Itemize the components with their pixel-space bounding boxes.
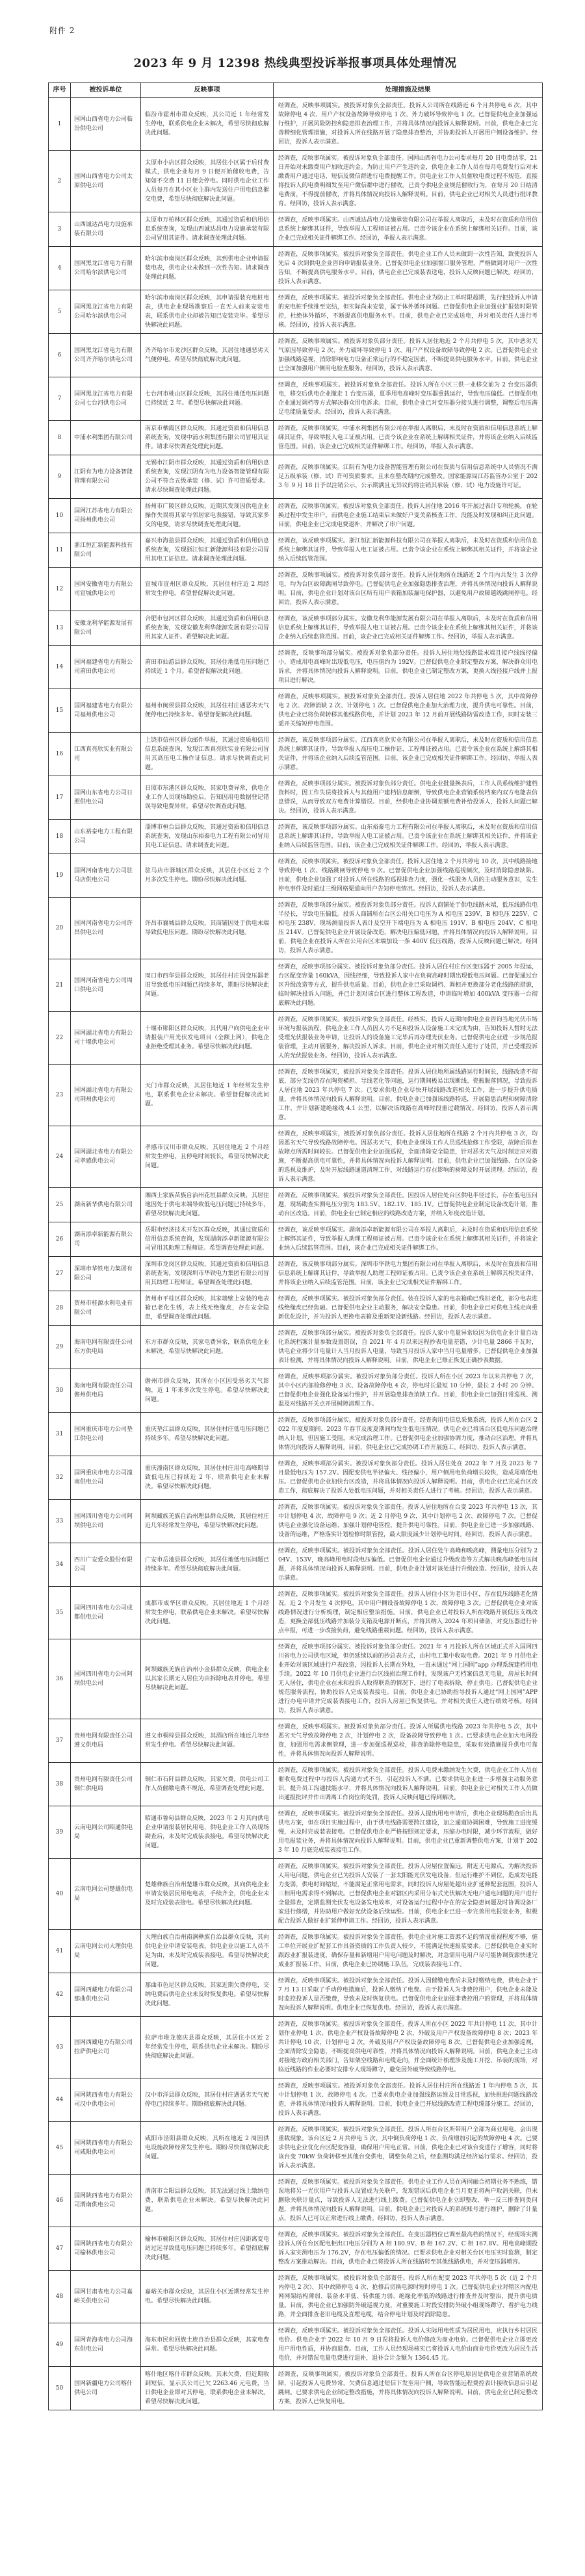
cell-unit: 山西诚达昌电力设施承装有限公司 (71, 212, 141, 247)
cell-matter: 儋州市群众反映，其所在小区因受恶劣天气影响，近 1 年来多次发生停电。希望尽快解决此问题。 (141, 1369, 274, 1413)
cell-seq: 20 (49, 898, 71, 959)
cell-unit: 国网湖北省电力有限公司孝感供电公司 (71, 1126, 141, 1188)
cell-seq: 24 (49, 1126, 71, 1188)
cell-unit: 国网黑龙江省电力有限公司齐齐哈尔供电公司 (71, 334, 141, 377)
table-row (49, 247, 543, 290)
cell-matter: 喀什地区喀什市群众反映，其未欠费，但近期收到短信，显示其公司已欠 2263.46 元电费，当日供电企业即对其停电，联系供电企业未解决。希望尽快解决此问题。 (141, 2367, 274, 2410)
cell-unit: 贵州电网有限责任公司铜仁供电局 (71, 1763, 141, 1806)
cell-result: 经调查，反映事项属实。被投诉对象负全部责任。经核实，投诉人近期向供电企业咨询当地光伏市场环境与报装流程，供电企业工作人员因人力不足和投诉人设备施工未完成为由，告知投诉人暂时无法受理光伏报装业务申请，让投诉人的设备施工完毕后再办理光伏业务。已督促供电企业进一步规范报装管理，主动开展服务，解决投诉人诉求。目前，供电企业对相关责任人进行了处罚，并已受理投诉人的光伏报装业务。经回访，投诉人表示满意。 (274, 1012, 543, 1065)
table-row (49, 854, 543, 898)
table-row (49, 290, 543, 334)
cell-matter: 太原市万柏林区群众反映，其通过资质和信用信息系统查询，发现山西诚达昌电力设施承装有限公司冒用其证件。请求调查处理此问题。 (141, 212, 274, 247)
cell-seq: 41 (49, 1930, 71, 1973)
cell-result: 经调查，该反映事项属实。湖南添卓新能源有限公司在举报人离职后，未及时在资质和信用信息系统上解绑其证件，导致举报人助理工程师证被占用。已责令该企业在系统上解绑其相关证件，并将该企业纳入后续监管范围。目前，该企业已完成相关证件解绑工作。 (274, 1222, 543, 1257)
table-row (49, 212, 543, 247)
cell-seq: 11 (49, 533, 71, 568)
cell-seq: 19 (49, 854, 71, 898)
column-header-matter: 反映事项 (141, 83, 274, 98)
cell-result: 经调查，反映事项部分属实。被投诉对象负部分责任。投诉人居住地处线路最末端且接户线线径偏小，造成用电高峰时出现低电压，电压值约为 192V。已督促供电企业制定整改方案，解决群众用电诉求，并将具体情况向投诉人解释说明。目前，供电企业已制定整改方案，更换大线径接户线并上报项目进行解决。 (274, 646, 543, 689)
table-row (49, 98, 543, 151)
cell-unit: 湖南新华供电有限公司 (71, 1188, 141, 1222)
table-row (49, 1763, 543, 1806)
table-row (49, 1719, 543, 1763)
cell-result: 经调查，反映事项属实。被投诉对象负部分责任。投诉人居住地近 2 个月共停电 5 次，其中恶劣天气原因导致停电 2 次、外力破坏导致停电 1 次、用户产权设备故障导致停电 2 次。已督促供电企业加强线路巡视，消除影响电力设备正常运行的不稳定因素，不断提高供电服务水平。目前，供电企业已全面加强用户侧用电检查服务。经回访，投诉人表示满意。 (274, 334, 543, 377)
cell-matter: 嘉兴市海盐县群众反映，其通过资质和信用信息系统查询，发现浙江恒汇新能源科技有限公司冒用其电工证信息。请求调查处理此问题。 (141, 533, 274, 568)
table-row (49, 1222, 543, 1257)
cell-matter: 大理白族自治州南涧彝族自治县群众反映，其向供电企业申请安装电表，供电企业以施工人员不足为由，未及时完成装表接电。希望尽快解决此问题。 (141, 1930, 274, 1973)
cell-unit: 江阴有为电力设备智能管理有限公司 (71, 455, 141, 499)
cell-seq: 35 (49, 1587, 71, 1639)
cell-result: 经调查，反映事项属实，被投诉对象负全部责任。投诉人居住地所属线路运行时间长，线路改造不彻底，部分支线仍存在陶瓷横担、导线老化等问题，运行期间极易出现断线、瓷瓶脱落情况，导致投诉人居住地 2023 年共停电 7 次。已要求供电企业尽快开展线路改造相关工作，进一步提升供电质量，并将具体情况向投诉人解释说明。目前，供电企业已加强该线路特巡，开展隐患治理和树障清除工作，并计划新建绝缘线 4.1 公里，以解决该线路在高峰时段重过载情况。经回访，投诉人表示满意。 (274, 1065, 543, 1126)
cell-seq: 1 (49, 98, 71, 151)
cell-result: 经调查，该反映事项部分属实。安徽龙利华能源发展有限公司在举报人离职后，未及时在资质和信用信息系统上解绑其证件，导致举报人电工证被占用。已责令该企业在系统上解绑其相关证件，并将该企业纳入后续监管范围。目前，该企业已完成相关证件解绑工作。经回访，举报人表示满意。 (274, 611, 543, 646)
cell-seq: 23 (49, 1065, 71, 1126)
cell-unit: 浙江恒汇新能源科技有限公司 (71, 533, 141, 568)
cell-seq: 45 (49, 2122, 71, 2175)
table-row (49, 646, 543, 689)
cell-matter: 拉萨市堆龙德庆县群众反映，其居住小区近 2 年经常发生停电，联系供电企业未解决。期盼尽快彻底解决此问题。 (141, 2017, 274, 2078)
cell-unit: 国网黑龙江省电力有限公司七台河供电公司 (71, 377, 141, 421)
cell-result: 经调查，反映事项属实。被投诉对象负全部责任。投诉人所在小区 2022 年共计停电 11 次，其中计划作业停电 1 次、供电企业产权设备故障停电 2 次、外破及用户产权设备故障停电 8 次；2023 年共计停电 10 次，计划停电 2 次，外破及用户产权设备故障停电 8 次。已督促供电企业加强巡视，全面清除安全隐患，不断提高供电可靠性，并将具体情况向投诉人解释说明。目前，供电企业已主动对接地方政府相关部门，告知架空线路和电缆走向，并全面统计梳理涉及施工开挖、吊装的现场，对临近线路的作业必要时安排专人现场蹲守，避免因外破导致线路停电。 (274, 2017, 543, 2078)
cell-result: 经调查，该反映事项属实。浙江恒汇新能源科技有限公司在举报人离职后，未及时在资质和信用信息系统上解绑其证件，导致举报人电工证被占用。已责令该企业在系统上解绑其相关证件，并将该企业纳入后续监管范围。 (274, 533, 543, 568)
cell-seq: 15 (49, 689, 71, 733)
cell-result: 经调查，反映事项属实。被投诉对象负全部责任。供电企业工作人员未做到一次性告知，致使投诉人先后 4 次到供电企业咨询申请报装业务。已督促供电企业加强窗口服务管理，严格做到对用户一次性告知，不断提高供电服务水平。目前，供电企业已完成装表送电，投诉人反映问题已解决。经回访，投诉人表示满意。 (274, 247, 543, 290)
cell-result: 经调查，反映事项属实。被投诉对象负全部责任。投诉人所在小区三供一业移交前为 2 台变压器供电，移交后供电企业撤走 1 台变压器，夏季用电高峰时变压器重载运行，导致电压偏低。已督促供电企业通过调档等方式解决群众用电诉求。目前，供电企业已对变压器分接头进行调整，调整后电压满足电能质量要求。经回访，投诉人表示满意。 (274, 377, 543, 421)
cell-result: 经调查，反映事项属实。被投诉对象负部分责任。投诉人所属供电线路 2023 年共停电 5 次，其中恶劣天气导致故障停电 2 次，计划停电 2 次，设备故障导致停电 1 次。已要求供电企业加大电网投资，加强用电需求侧管理，进一步加强巡视巡检，排查消除停电隐患，采取有效措施提升供电可靠性，并将具体情况向投诉人解释说明。 (274, 1719, 543, 1763)
table-row (49, 2271, 543, 2323)
cell-matter: 湘西土家族苗族自治州花垣县群众反映，其居住地因处于供电末端导致低电压问题已持续多年，希望尽快解决此问题。 (141, 1188, 274, 1222)
cell-seq: 21 (49, 959, 71, 1012)
cell-seq: 5 (49, 290, 71, 334)
cell-result: 经调查，反映事项属实。被投诉对象负全部责任。供电企业工作人员在两网融合初期业务不熟练，错误地将另一光伏用户与投诉人设置成为关联户，发现错误后供电企业当月更正将两户取消关联，但未删除关联计量点，导致投诉人无法进行线上缴费。已督促供电企业立即整改，举一反三排查同类问题，并将具体情况向投诉人解释说明。目前，供电企业已对投诉人的系统账号进行维护，删除了计量点，投诉人已可以正常进行线上缴费。经回访，投诉人表示满意。 (274, 2175, 543, 2227)
cell-matter: 无锡市江阴市群众反映，其通过资质和信用信息系统查询，发现江阴有为电力设备智能管理有限公司不符合五级承装（修、试）许可资质要求。请求尽快调查处理此问题。 (141, 455, 274, 499)
cell-seq: 38 (49, 1763, 71, 1806)
cell-seq: 31 (49, 1413, 71, 1456)
cell-result: 经调查，反映事项属实。被投诉对象负全部责任。国网山西省电力公司要求每月 20 日电费结零，21 日开始对未缴费用户加收违约金。为防止用户产生违约金，供电企业工作人员在每月电费发行后对未缴费用户通过电话、短信及微信群进行电费提醒工作。供电企业工作人员催收电费过程不规范，直接将投诉人的电费明细发至用户微信群中进行催收。已责令供电企业规范催收行为，在每月 20 日结清电费前，不得提前催收，并将具体情况向投诉人解释说明。目前，供电企业已对相关人员进行批评教育。经回访，投诉人表示满意。 (274, 151, 543, 212)
cell-matter: 淄博市桓台县群众反映，其通过资质和信用信息系统查询，发现山东裕泰电力工程有限公司冒用其电工证信息。请求调查此问题。 (141, 820, 274, 854)
cell-matter: 渭南市合阳县群众反映，其无法通过线上缴纳电费，联系供电企业未解决。希望尽快解决此问题。 (141, 2175, 274, 2227)
table-row (49, 2078, 543, 2122)
table-row (49, 2017, 543, 2078)
cell-matter: 合肥市包河区群众反映，其通过资质和信用信息系统查询，发现安徽龙利华能源发展有限公司冒用其家人证件。希望解决此问题。 (141, 611, 274, 646)
table-row (49, 1456, 543, 1500)
cell-matter: 深圳市龙岗区群众反映，其通过资质和信用信息系统查询，发现深圳市华铁电力集团有限公司冒用其助理工程师证。希望调查处理此问题。 (141, 1257, 274, 1291)
cell-unit: 中浦水利集团有限公司 (71, 421, 141, 455)
cell-unit: 云南电网公司昭通供电局 (71, 1806, 141, 1859)
cell-result: 经调查，反映事项属实。被投诉对象负全部责任。因投诉人居住处台区供电半径过长，存在低电压问题，现场勘查实测电压分别为 183.5V、182.1V、185.1V。已督促供电企业制定设备改造计划，推动台区改造。目前，供电企业已制定相应的线路改造方案，并纳入年度改造计划。 (274, 1188, 543, 1222)
table-row (49, 1859, 543, 1930)
cell-matter: 东方市群众反映，其家电费异常，联系供电企业未解决。希望尽快解决此问题。 (141, 1326, 274, 1369)
cell-unit: 国网山西省电力公司临汾供电公司 (71, 98, 141, 151)
cell-seq: 42 (49, 1973, 71, 2017)
cell-result: 经调查，反映事项属实。被投诉对象负全部责任。投诉人公司所在线路近 6 个月共停电 6 次，其中故障停电 4 次、用户产权设备故障导致停电 1 次、外力破坏导致停电 1 次。已督促供电企业加强运行维护，开展风险防控和隐患排查治理工作，并将具体情况向投诉人解释说明。目前，供电企业已完善精细化管理措施，对投诉人所在线路开展了隐患排查整治，并协助投诉人开展用户侧设备维护。经回访，投诉人表示满意。 (274, 98, 543, 151)
cell-result: 经调查，反映事项属实。被投诉对象负全部责任。投诉人居住地 2 个月共停电 10 次，其中线路接地导致停电 1 次、线路跳闸导致停电 9 次。已督促供电企业加强线路巡视频次，及时消除隐患缺陷。目前，供电企业加强了对投诉人所在线路的巡视排查力度，强化一线服务人员的主动服务意识，发生停电事件及时通过三级网格渠道向用户告知停电情况。经回访，投诉人表示满意。 (274, 854, 543, 898)
cell-unit: 国网山西省电力公司太原供电公司 (71, 151, 141, 212)
cell-unit: 贺州市桂源水利电业有限公司 (71, 1291, 141, 1326)
cell-matter: 南京市栖霞区群众反映，其通过资质和信用信息系统查询，发现中浦水利集团有限公司冒用其证件。请求尽快调查处理此问题。 (141, 421, 274, 455)
cell-seq: 46 (49, 2175, 71, 2227)
cell-result: 经调查，反映事项部分属实。被投诉对象负部分责任。投诉人商铺处于供电线路末端，低压线路供电半径长，导致电压偏低。投诉人商铺所在台区公用关口电压为 A 相电压 239V、B 相电压 225V、C 相电压 238V，现场测量投诉人表计及空开下端电压为 A 相电压 191V、B 相电压 204V、C 相电压 214V。已督促供电企业开展设备改造，解决电压偏低问题，并将具体情况向投诉人解释说明。目前，供电企业在投诉人所在公用台区末端加设一条 400V 低压线路，投诉人反映问题已解决。经回访，投诉人表示满意。 (274, 898, 543, 959)
cell-matter: 遵义市桐梓县群众反映，其酒店所在地近几年经常发生停电。希望尽快解决此问题。 (141, 1719, 274, 1763)
cell-seq: 4 (49, 247, 71, 290)
cell-unit: 国网陕西省电力有限公司渭南供电公司 (71, 2175, 141, 2227)
table-row (49, 1326, 543, 1369)
cell-result: 经调查，反映事项属实。被投诉对象负全部责任。投诉人因催缴电费后未及时缴纳电费，供电企业于 7 月 13 日采取了手动停电措施后，投诉人缴纳了电费。由于投诉人为非费控用户，供电企业未能及时监控投诉人是否缴费，导致未及时恢复供电。已督促供电企业加强非费控用户的管理，并将具体情况向投诉人解释说明。供电企业已恢复供电。经回访，投诉人表示满意。 (274, 1973, 543, 2017)
table-row (49, 1543, 543, 1587)
cell-matter: 哈尔滨市南岗区群众反映，其到供电企业申请报装电表，供电企业未做到一次性告知。请求调查处理此问题。 (141, 247, 274, 290)
table-body (49, 98, 543, 2410)
table-row (49, 611, 543, 646)
cell-matter: 咸阳市泾阳县群众反映，其所在地近 2 周因供电设施故障经常发生停电。期盼尽快彻底解决此问题。 (141, 2122, 274, 2175)
cell-matter: 嘉峪关市群众反映，其居住小区近期经常发生停电。希望尽快解决此问题。 (141, 2271, 274, 2323)
cell-seq: 6 (49, 334, 71, 377)
table-row (49, 689, 543, 733)
cell-result: 经调查，反映事项部分属实。被投诉对象负部分责任。2021 年 4 月投诉人所在区域正式并入国网四川省电力公司供电区域，但仍延续以前的抄总表方式，由村电工集中收取电费。2021 年 9 月供电企业开始对该区域进行户表改造，因投诉人长期在外地，一直未通过“网上国网”app 办理系统建档用电手续。2022 年 10 月供电企业进行台区线损治理工作时，发现该户无档案信息无电量，房屋长时间无人居住，供电企业在未和投诉人取得联系的情况下，进行了电表拆除，停止供电。已督促供电企业规范服务流程，协助投诉人完成装表接电。目前，供电企业已协助指导投诉人通过“网上国网”APP 进行办电申请并完成装表接电工作，投诉人房屋已恢复供电，并对相关责任人进行绩效考核。经回访，投诉人表示满意。 (274, 1639, 543, 1719)
cell-matter: 那曲市色尼区群众反映，其家近期欠费停电，交纳电费后供电企业未及时恢复供电。希望尽快解决此问题。 (141, 1973, 274, 2017)
cell-result: 经调查，反映事项属实。被投诉对象负部分责任。装在投诉人家的电表箱确已残旧老化，部分电表进线绝缘皮已经焦融。已督促供电企业主动服务，解决安全隐患。目前，供电企业已对供电主线走向重新优化设计，并为投诉人更换电表箱及重新架设新线路。经回访，投诉人表示满意。 (274, 1291, 543, 1326)
table-row (49, 2227, 543, 2271)
cell-matter: 驻马店市驿城区群众反映，其居住小区近 2 个月多次发生停电。期盼尽快解决此问题。 (141, 854, 274, 898)
cell-seq: 25 (49, 1188, 71, 1222)
cell-unit: 四川广安爱众股份有限公司 (71, 1543, 141, 1587)
cell-result: 经调查，反映事项属实。中浦水利集团有限公司在举报人离职后，未及时在资质和信用信息系统上解绑其证件，导致举报人电工证被占用。已责令该企业在系统上解绑相关证件，并将该企业纳入后续监管范围。目前，该企业已完成相关证件解绑工作。经回访，举报人表示满意。 (274, 421, 543, 455)
cell-matter: 天门市群众反映，其居住地近 1 年经常发生停电，联系供电企业未解决。希望督促解决此问题。 (141, 1065, 274, 1126)
cell-result: 经调查，反映事项属实。被投诉对象负部分责任。投诉人居住地所在线路近 2 个月内共发生 3 次停电，均为台区故障跳闸导致停电。已督促供电企业加强隐患排查治理，并将具体情况向投诉人解释说明。目前，供电企业计划对该台区所有用户表箱加装漏电保护器，以避免用户故障越级跳闸停电。经回访，投诉人表示满意。 (274, 568, 543, 611)
cell-result: 经调查，反映事项部分属实。被投诉对象负全部责任。投诉人家中电量异常原因为供电企业计量自动化系统档案计量参数设置错误，自 2021 年 4 月以来远程抄表电量差错，少计电量 2866 千瓦时，供电企业将少计电量计入当月投诉人电量，导致当月投诉人家中当月电量增多。已督促供电企业加强表计检测，并将具体情况向投诉人解释说明。目前，供电企业已修正恢复正确抄表数据。 (274, 1326, 543, 1369)
cell-matter: 阿坝藏族羌族自治州小金县群众反映，供电企业以其家长期无人居住为由拆除电表并停电。希望尽快解决此问题。 (141, 1639, 274, 1719)
cell-result: 经调查，反映事项部分属实。被投诉对象负部分责任。供电企业批量换表后，工作人员系统维护建档资料时，因工作失误将投诉人与其他用户建档信息颠倒，导致供电企业营销系统档案内双方电能表信息错误，从而导致双方电费计算错误。目前，经供电企业协调差额电费补给投诉人，投诉人问题已解决。经回访，投诉人表示满意。 (274, 776, 543, 820)
cell-unit: 国网江苏省电力有限公司扬州供电公司 (71, 499, 141, 533)
cell-matter: 广安市岳池县群众反映，其居住地低电压问题已持续多年。希望尽快彻底解决此问题。 (141, 1543, 274, 1587)
table-row (49, 898, 543, 959)
cell-unit: 国网湖北省电力有限公司荆州供电公司 (71, 1065, 141, 1126)
cell-unit: 安徽龙利华能源发展有限公司 (71, 611, 141, 646)
cell-matter: 贺州市平桂区群众反映，其家墙壁上安装的电表箱已老化生锈，表上线无绝缘皮，存在安全隐患，希望调查处理此问题。 (141, 1291, 274, 1326)
cell-seq: 13 (49, 611, 71, 646)
cell-matter: 楚雄彝族自治州楚雄市群众反映，其向供电企业申请安装居民用电电表，手续齐全，供电企业未及时完成装表接电。希望尽快解决此问题。 (141, 1859, 274, 1930)
cell-result: 经调查，反映事项属实。被投诉对象负全部责任。投诉人居住处午高峰和晚高峰，测量电压分别为 204V、153V，晚高峰用电时段电压偏低。已督促供电企业通过升级改造等方式解决晚高峰低电压问题，并将具体情况向投诉人解释说明。目前，供电企业计划对该处进行升级改造。经回访，投诉人表示满意。 (274, 1543, 543, 1587)
cell-matter: 许昌市襄城县群众反映，其商铺因处于供电末端导致低电压问题。期盼尽快解决此问题。 (141, 898, 274, 959)
cell-matter: 岳阳市经济技术开发区群众反映，其通过资质和信用信息系统查询，发现湖南添卓新能源有限公司冒用其助理工程师证。希望调查处理此问题。 (141, 1222, 274, 1257)
cell-seq: 27 (49, 1257, 71, 1291)
cell-result: 经调查，该反映事项部分属实。江西真亮欣实业有限公司在举报人离职后，未及时在资质和信用信息系统上解绑其证件，导致举报人高压电工操作证、工程师证被占用。已责令该企业在系统上解绑其相关证件，并将该企业纳入后续监管范围。目前，该企业已完成相关证件解绑工作。经回访，举报人表示满意。 (274, 733, 543, 776)
cell-result: 经调查，反映事项部分属实。被投诉对象负部分责任。投诉人所在小区 2023 年以来共停电 7 次，其中小区内部检修停电 3 次、设备故障停电 4 次，停电时长最短 10 分钟，最长 2 小时 20 分钟。已督促供电企业强化设备运行维护，并开展隐患排查消缺工作。目前，供电企业已加强日常巡视、测温及对线路开关点开展树障清理工作。 (274, 1369, 543, 1413)
cell-unit: 国网四川省电力公司阿坝供电公司 (71, 1639, 141, 1719)
cell-result: 经调查，该反映事项部分属实。山东裕泰电力工程有限公司在举报人离职后，未及时在资质和信用信息系统上解绑其证件，导致举报人电工证被占用。已责令该企业在系统上解绑其相关证件，并将该企业纳入后续监管范围。目前，该企业已完成相关证件解绑工作。经回访，举报人表示满意。 (274, 820, 543, 854)
table-row (49, 421, 543, 455)
table-row (49, 568, 543, 611)
table-header (49, 83, 543, 98)
cell-unit: 江西真亮欣实业有限公司 (71, 733, 141, 776)
table-row (49, 1930, 543, 1973)
cell-seq: 48 (49, 2271, 71, 2323)
cell-unit: 国网新疆电力公司喀什供电公司 (71, 2367, 141, 2410)
cell-unit: 国网福建省电力有限公司福州供电公司 (71, 689, 141, 733)
column-header-result: 处理措施及结果 (274, 83, 543, 98)
cell-matter: 重庆潼南区群众反映，其居住村庄用电高峰期导致低电压已持续近 2 年，联系供电企业未解决。希望尽快解决此问题。 (141, 1456, 274, 1500)
cell-seq: 36 (49, 1639, 71, 1719)
cell-seq: 30 (49, 1369, 71, 1413)
table-row (49, 1012, 543, 1065)
cell-matter: 临汾市霍州市群众反映，其公司近 1 年经常发生停电，联系供电企业未解决，希望尽快彻底解决此问题。 (141, 98, 274, 151)
table-row (49, 2367, 543, 2410)
cell-matter: 哈尔滨市南岗区群众反映，其申请报装充电桩电表，供电企业现场勘察后一直无人前来安装电表，联系供电企业却被告知已安装完毕。希望尽快解决此问题。 (141, 290, 274, 334)
cell-result: 经调查，反映事项属实。被投诉对象负全部责任。在变压器档位已调至最高档的情况下，经现场实测投诉人所在台区配电柜出口电压分别为 A 相 180.9V、B 相 167.2V、C 相 167.8V。用电高峰期投诉人家实测电压为 176.2V，存在电压偏低的情况。已要求供电企业对相关台区电压实时监测，制定整改方案推动解决。目前，供电企业已将投诉人所在线路转至其他线路供电，并对变压器增容。 (274, 2227, 543, 2271)
cell-seq: 7 (49, 377, 71, 421)
cell-seq: 34 (49, 1543, 71, 1587)
cell-result: 经调查，反映事项属实。被投诉对象负全部责任。投诉人居住小区为老旧小区，存在低压线路老化情况，近 2 个月发生 4 次停电，其中用户侧设备故障停电 1 次、故障停电 3 次。已督促供电企业对该线路情况进行分析梳理，制定相应整治措施。目前，供电企业已对投诉人所在线路开展低压支线改造，更换全部低压线路并加装分支箱及电源开断点，并将其纳入 2024 年项目储备，对变压器进行补点申报，可进一步改接负荷，避免线路重载问题。经回访，投诉人表示满意。 (274, 1587, 543, 1639)
cell-unit: 贵州电网有限责任公司遵义供电局 (71, 1719, 141, 1763)
cell-unit: 海南电网有限责任公司东方供电局 (71, 1326, 141, 1369)
table-row (49, 1973, 543, 2017)
table-row (49, 1257, 543, 1291)
cell-result: 经调查，反映事项属实。被投诉对象负全部责任。投诉人房屋位置偏远，附近无电源点，为解决投诉人用电问题，供电企业已为投诉人安装了一套太阳能光伏发电设备，但运行维护不到位，造成发电能力变弱，供电时间缩短，不能满足正常用电需求，同时投诉人房屋处超出业扩延伸配套范围，投诉人三相用电需求得不到解决。已督促供电企业对辖区内采用分布式光伏解决无电户通电问题的用户进行全量排查，定期监测光伏发电设备发电效率，对设备运行过程中存在的安全隐患问题及时协调设备厂家进行修缮，并协助用户做好光伏设备后续运维。目前，供电企业已进一步完善用电报装业务，积极配合投诉人做好业扩延伸申请工作。经回访，投诉人表示满意。 (274, 1859, 543, 1930)
cell-matter: 上饶市信州区群众邮件举报，其通过资质和信用信息系统查询，发现江西真亮欣实业有限公司冒用其高压电工操作证信息。请求尽快调查此问题。 (141, 733, 274, 776)
table-row (49, 1369, 543, 1413)
cell-result: 经调查，反映事项属实。被投诉对象负全部责任。投诉人居住地 2022 年共停电 5 次，其中故障停电 2 次、故障消缺 2 次、计划停电 1 次。已督促供电企业加大治理力度，提升供电可靠性。目前，供电企业已将负荷转移其他线路供电，并计划 2023 年 12 月前开展线路防雷改造工作，同时安装三遥开关缩短停电范围。 (274, 689, 543, 733)
cell-unit: 国网青海省电力公司海东供电公司 (71, 2323, 141, 2367)
cell-seq: 10 (49, 499, 71, 533)
cell-unit: 国网重庆市电力公司垫江供电公司 (71, 1413, 141, 1456)
table-row (49, 2175, 543, 2227)
cell-unit: 国网甘肃省电力公司嘉峪关供电公司 (71, 2271, 141, 2323)
table-row (49, 776, 543, 820)
table-row (49, 151, 543, 212)
table-row (49, 820, 543, 854)
cell-matter: 日照市东港区群众反映，其家电费异常，供电企业工作人员现场勘验后，告知因用电数据登记错误导致电费异常。希望尽快调查此问题。 (141, 776, 274, 820)
cell-result: 经调查，反映事项属实。被投诉对象负全部责任。投诉人居住村庄所在线路近 1 年内停电 5 次，其中计划停电 1 次、故障停电 4 次。已要求供电企业加强线路运维及日常巡视，加快推进问题线路改造，并将具体情况向投诉人解释说明。目前，供电企业已开展线路改造工程电缆部分施工。经回访，投诉人表示满意。 (274, 2078, 543, 2122)
table-row (49, 2122, 543, 2175)
cell-result: 经调查，反映事项属实。被投诉对象负全部责任。投诉人居住地所在台变 2023 年共停电 13 次，其中计划停电 4 次、故障停电 9 次；近 2 月停电 9 次，其中计划停电 2 次、故障停电 7 次。已督促供电企业强化设备运维、加强计划停电管控，提升供电可靠性。目前，供电企业已进一步加强线路、设备的运维，严格落实计划检修时限管控，最大限度减少计划停电时间。经回访，投诉人表示满意。 (274, 1500, 543, 1543)
cell-result: 经调查，反映事项部分属实。被投诉对象负部分责任。投诉人居住村庄台区变压器于 2005 年投运，台区配变容量 160kVA，因线径细，导致投诉人家中在负荷高峰时期出现低电压问题。已督促通过台区升级改造等方式，提升供电质量。目前，供电企业已采取调档、调相并更换部分老化线路的措施，临时解决投诉人问题，并已计划对该台区进行整体工程改造，申请临时增加 400kVA 变压器一台彻底解决此问题。 (274, 959, 543, 1012)
cell-seq: 37 (49, 1719, 71, 1763)
table-row (49, 733, 543, 776)
cell-result: 经调查，反映事项部分属实。被投诉对象负部分责任。投诉人居住处在 2022 年 7 月及 2023 年 7 月最低电压为 157.2V。因配变供电半径偏大、线径偏小，用户侧用电负荷增长较快，造成尾端低电压。已督促供电企业加快台区改造，并将具体情况向投诉人解释说明。目前，供电企业已完成台区改造工作，彻底解决了投诉人处低电压问题，并对相关责任人进行了考核。经回访，投诉人表示满意。 (274, 1456, 543, 1500)
cell-matter: 汉中市洋县群众反映，其居住村庄遇恶劣天气便停电已持续多年。期盼彻底解决此问题。 (141, 2078, 274, 2122)
cell-seq: 43 (49, 2017, 71, 2078)
cell-unit: 国网陕西省电力有限公司咸阳供电公司 (71, 2122, 141, 2175)
cell-unit: 山东裕泰电力工程有限公司 (71, 820, 141, 854)
cell-unit: 深圳市华铁电力集团有限公司 (71, 1257, 141, 1291)
page-title: 2023 年 9 月 12398 热线典型投诉举报事项具体处理情况 (133, 57, 457, 70)
table-row (49, 1413, 543, 1456)
table-row (49, 1291, 543, 1326)
cell-matter: 重庆垫江县群众反映，其居住村庄低电压问题已持续多年。希望尽快解决此问题。 (141, 1413, 274, 1456)
cell-seq: 28 (49, 1291, 71, 1326)
cell-unit: 国网重庆市电力公司潼南供电公司 (71, 1456, 141, 1500)
cell-unit: 国网河南省电力公司周口供电公司 (71, 959, 141, 1012)
cell-matter: 宣城市宣州区群众反映，其居住村庄近 2 周经常发生停电。希望督促解决此问题。 (141, 568, 274, 611)
cell-result: 经调查，反映事项属实，被投诉对象负部分责任。投诉人居住地所在线路 2 个月内共停电 3 次，均因恶劣天气导致线路故障停电。因恶劣天气，供电企业现场工作人员巡线抢修工作受限，故障后排查故障点所需时间较长。已督促供电企业加强巡视，全面清除安全隐患，针对恶劣天气及时制定应对措施，不断提高供电可靠性，并将具体情况向投诉人解释说明。目前，供电企业已加强线路、台区设备的巡视及维护，及时开展线路通道清理工作，对线路运行存在影响的树障及时开展清理。经回访，投诉人表示满意。 (274, 1126, 543, 1188)
cell-result: 经调查，反映事项属实。被投诉对象负全部责任。投诉人提出用电申请后，供电企业现场勘查后出具供电方案，但在项目实施过程中，由于供电线路需要跨江建设，加之通道协调困难，导致施工进度缓慢，未及时完成装表接电。已督促供电企业严格按照规定要求，压缩办电时限，减少环节流程，做好用电报装业务，并将具体情况向投诉人解释说明。目前，供电企业已重新调整供电方案，计划于 2023 年 10 月底完成装表接电工作。 (274, 1806, 543, 1859)
table-row (49, 959, 543, 1012)
cell-seq: 39 (49, 1806, 71, 1859)
table-row (49, 499, 543, 533)
cell-matter: 周口市西华县群众反映，其居住村庄因变压器老旧导致低电压问题已持续多年，期盼尽快解决此问题。 (141, 959, 274, 1012)
cell-seq: 8 (49, 421, 71, 455)
column-header-unit: 被投诉单位 (71, 83, 141, 98)
cell-matter: 成都市成华区群众反映，其居住地近 1 个月经常发生停电，联系供电企业未解决。希望尽快解决此问题。 (141, 1587, 274, 1639)
cell-seq: 18 (49, 820, 71, 854)
cell-unit: 湖南添卓新能源有限公司 (71, 1222, 141, 1257)
cell-result: 经调查，反映事项属实。被投诉对象负全部责任。供电企业对施工资源不足的情况重视程度不够，施工单位开展业扩配套工作具备资质的工作负责人较少，不能满足快速报装要求。已督促供电企业实时跟踪业扩报装进度，确保存量和新增用户用电问题及时解决，对急需用电用户尽可能协调资源快速完成业扩报装工作。目前，供电企业已协调施工队伍，完成装表接电工作。 (274, 1930, 543, 1973)
cell-seq: 47 (49, 2227, 71, 2271)
cell-seq: 2 (49, 151, 71, 212)
table-row (49, 334, 543, 377)
cell-result: 经调查，反映事项属实。被投诉对象负全部责任。投诉人所在台区停电原因是供电企业营销系统故障，引起投诉人电费异常，欠费信息通过短信下发至用户侧，导致智能远程费控表计接收信息后引起跳闸。已要求供电企业制定整改措施，并将具体情况向投诉人解释说明。目前，供电企业已制定整改方案，投诉人已恢复用电。 (274, 2367, 543, 2410)
cell-seq: 44 (49, 2078, 71, 2122)
cell-result: 经调查，反映事项部分属实。被投诉对象负部分责任。经查询用电信息采集系统，投诉人所在台区 2022 年度夏期间、2023 年春节及度夏期间均发生低电压情况。供电企业已将该台区低电压问题治理纳入计划，但因施工受阻，未完成治理工作。已督促供电企业加强协调力度，推动台区治理，并将具体情况向投诉人解释说明。目前，供电企业已完成协调工作开展施工。经回访，投诉人表示满意。 (274, 1413, 543, 1456)
cell-unit: 国网山东省电力公司日照供电公司 (71, 776, 141, 820)
cell-matter: 昭通市鲁甸县群众反映，2023 年 2 月其向供电企业申请报装居民用电，供电企业工作人员现场勘查后，未及时完成装表接电。希望尽快解决此问题。 (141, 1806, 274, 1859)
cell-seq: 33 (49, 1500, 71, 1543)
table-row (49, 1639, 543, 1719)
cell-unit: 国网福建省电力有限公司莆田供电公司 (71, 646, 141, 689)
cell-matter: 阿坝藏族羌族自治州理县群众反映，其居住村庄近几年经常发生停电，希望尽快解决此问题。 (141, 1500, 274, 1543)
complaints-table (48, 82, 543, 2410)
cell-seq: 32 (49, 1456, 71, 1500)
cell-unit: 国网四川省电力公司阿坝供电公司 (71, 1500, 141, 1543)
cell-unit: 国网西藏电力有限公司拉萨供电公司 (71, 2017, 141, 2078)
cell-seq: 50 (49, 2367, 71, 2410)
cell-result: 经调查，反映事项属实。被投诉对象负全部责任。投诉人居住地 2016 年开展过表计专项轮换，在轮换过程中发生串户，而供电企业施工结束后未做好户变关系核查工作，没能及时发现和纠正此问题。目前，供电企业已完成电费退补，并解决了串户问题。 (274, 499, 543, 533)
cell-matter: 海东市民和回族土族自治县群众反映，其家电费异常。希望尽快解决此问题。 (141, 2323, 274, 2367)
table-row (49, 1806, 543, 1859)
cell-result: 经调查，反映事项属实。被投诉对象负全部责任。供电企业为防止工单时限超期，先行把投诉人申请的充电桩手续推至完结，但实际尚未安装，属于体外循环问题。已督促供电企业加强业扩报装时限管控，杜绝体外循环，不断提高供电服务水平。目前，供电企业已完成送电，并对相关责任人进行考核。经回访，投诉人表示满意。 (274, 290, 543, 334)
cell-seq: 40 (49, 1859, 71, 1930)
cell-unit: 国网陕西省电力有限公司汉中供电公司 (71, 2078, 141, 2122)
table-row (49, 455, 543, 499)
attachment-label: 附件 2 (49, 26, 75, 35)
table-row (49, 2323, 543, 2367)
cell-result: 经调查，反映事项属实。被投诉对象负全部责任。投诉人所在配变 2023 年共停电 5 次（近 2 个月内停电 2 次），其中故障停电 4 次、抢修后切换电源时短时停电 1 次。已督促供电企业对辖区内配电网网架结构薄弱、装备水平低、转供能力弱、绝缘化率低的线路进行排查并及时整治，提升供电质量。目前，供电企业已加强防外破巡视力度，对重要施工时段安排防外破小组现场蹲守、看护电力线路，并全面排查老旧电缆及直埋电缆，结合停电计划及时消除隐患。 (274, 2271, 543, 2323)
cell-seq: 49 (49, 2323, 71, 2367)
cell-seq: 29 (49, 1326, 71, 1369)
cell-result: 经调查，反映事项属实。江阴有为电力设备智能管理有限公司在资质与信用信息系统中人员情况不满足五级承装（修、试）许可资质要求，且未在整改期内完成整改。国家能源局江苏监管办公室于 2023 年 9 月 18 日予以注销公示，公示期满且无异议的将注销其承装（修、试）电力设施许可证。 (274, 455, 543, 499)
cell-result: 经调查，该反映事项部分属实。深圳市华铁电力集团有限公司在举报人离职后，未及时在资质和信用信息系统上解绑其证件，导致举报人助理工程师证被占用。已责令该企业在系统上解绑其相关证件，并将该企业纳入后续监管范围。目前，该企业已完成相关证件解绑工作。 (274, 1257, 543, 1291)
cell-matter: 太原市小店区群众反映，其居住小区属于后付费模式，供电企业每月 9 日便开始催收电费，告知如不交费 11 日便会停电。同时供电企业工作人员每月在其小区业主群内发送住户用电信息催交电费，希望尽快彻底解决此问题。 (141, 151, 274, 212)
cell-matter: 福州市闽侯县群众反映，其居住村庄遇恶劣天气便停电已持续多年。希望督促解决此问题。 (141, 689, 274, 733)
cell-seq: 9 (49, 455, 71, 499)
cell-seq: 22 (49, 1012, 71, 1065)
cell-matter: 齐齐哈尔市龙沙区群众反映，其居住地遇恶劣天气便停电。希望尽快彻底解决此问题。 (141, 334, 274, 377)
table-row (49, 1587, 543, 1639)
cell-unit: 云南电网公司大理供电局 (71, 1930, 141, 1973)
cell-matter: 七台河市桃山区群众反映，其居住地低电压问题已持续近 2 年。希望尽快解决此问题。 (141, 377, 274, 421)
table-row (49, 533, 543, 568)
cell-seq: 3 (49, 212, 71, 247)
cell-matter: 铜仁市石阡县群众反映，其家欠费，供电公司工作人员催缴电费不规范。希望调查处理此问题。 (141, 1763, 274, 1806)
cell-unit: 国网河南省电力公司许昌供电公司 (71, 898, 141, 959)
cell-matter: 莆田市仙游县群众反映，其居住地低电压问题已持续近 1 个月。希望督促解决此问题。 (141, 646, 274, 689)
cell-unit: 国网陕西省电力有限公司榆林供电公司 (71, 2227, 141, 2271)
cell-unit: 国网黑龙江省电力有限公司哈尔滨供电公司 (71, 290, 141, 334)
column-header-seq: 序号 (49, 83, 71, 98)
cell-result: 经调查，反映事项属实。被投诉对象负全部责任。投诉人电费未缴纳发生欠费，供电企业工作人员在催收电费过程中与投诉人沟通方式不当，引起投诉人不满。已要求供电企业进一步增强主动服务意识，提升员工沟通技能水平，并将具体情况向投诉人解释说明。目前，供电企业已对相关工作人员做出通报批评并作出调离工作岗位的处罚，投诉人反映问题已得到解决。 (274, 1763, 543, 1806)
cell-result: 经调查，反映事项属实。被投诉对象负全部责任。投诉人实际用电性质为居民用电，应执行乡村居民电价。供电企业于 2022 年 10 月 9 日误将投诉人电价修改为商业电价。已督促供电企业立即更改用户用电性质，并协商退费。目前，工作人员经现场核实已将投诉人电价由商业电价更改为居民生活电价，并对错误电量电费进行退补，退补合计金额为 1364.45 元。 (274, 2323, 543, 2367)
cell-matter: 榆林市榆阳区群众反映，其居住村庄因距离变电站过远导致低电压问题已持续多年。希望彻底解决此问题。 (141, 2227, 274, 2271)
cell-unit: 国网湖北省电力有限公司十堰供电公司 (71, 1012, 141, 1065)
cell-unit: 国网黑龙江省电力有限公司哈尔滨供电公司 (71, 247, 141, 290)
cell-seq: 16 (49, 733, 71, 776)
cell-matter: 孝感市汉川市群众反映，其居住地近 2 个月经常发生停电，且停电时间较长，希望尽快解决此问题。 (141, 1126, 274, 1188)
table-row (49, 1126, 543, 1188)
cell-matter: 扬州市广陵区群众反映，近期其发现因供电企业操作失误将其家与邻居家电表接错，导致其家多交的电费。请求尽快调查处理此问题。 (141, 499, 274, 533)
header-row (49, 83, 543, 98)
cell-seq: 17 (49, 776, 71, 820)
cell-unit: 国网河南省电力公司驻马店供电公司 (71, 854, 141, 898)
cell-seq: 26 (49, 1222, 71, 1257)
table-row (49, 377, 543, 421)
table-row (49, 1065, 543, 1126)
cell-seq: 14 (49, 646, 71, 689)
cell-unit: 国网西藏电力有限公司那曲供电公司 (71, 1973, 141, 2017)
cell-seq: 12 (49, 568, 71, 611)
table-row (49, 1500, 543, 1543)
cell-result: 经调查，反映事项属实。山西诚达昌电力设施承装有限公司在举报人离职后，未及时在资质和信用信息系统上解绑其证件，导致举报人工程师证被占用。已责令该企业在系统上解绑相关证件。目前，该企业已完成相关证件解绑工作。经回访，举报人表示满意。 (274, 212, 543, 247)
table-row (49, 1188, 543, 1222)
cell-unit: 国网四川省电力公司成都供电公司 (71, 1587, 141, 1639)
cell-unit: 国网安徽省电力有限公司宣城供电公司 (71, 568, 141, 611)
cell-matter: 十堰市郧阳区群众反映，其代用户向供电企业申请报装户用光伏发电项目（全额上网），供电企业拒绝受理其业务。希望尽快解决此问题。 (141, 1012, 274, 1065)
cell-unit: 海南电网有限责任公司儋州供电局 (71, 1369, 141, 1413)
cell-unit: 云南电网公司楚雄供电局 (71, 1859, 141, 1930)
cell-result: 经调查，反映事项属实。被投诉对象负全部责任。投诉人所在台区所带用户全部为商业用电，会出现重载现象。该台区近 2 月共停电 5 次，其中倒负荷停电 1 次、负荷增加引起的故障停电 4 次。已要求供电企业优化台区配变容量，确保用户用电正常。目前，供电企业已对该台变进行了增容，同时将该台变 70kW 负荷转移至其他台变供电，调整负荷之后，经监测均满足经济运行需求。经回访，投诉人表示满意。 (274, 2122, 543, 2175)
